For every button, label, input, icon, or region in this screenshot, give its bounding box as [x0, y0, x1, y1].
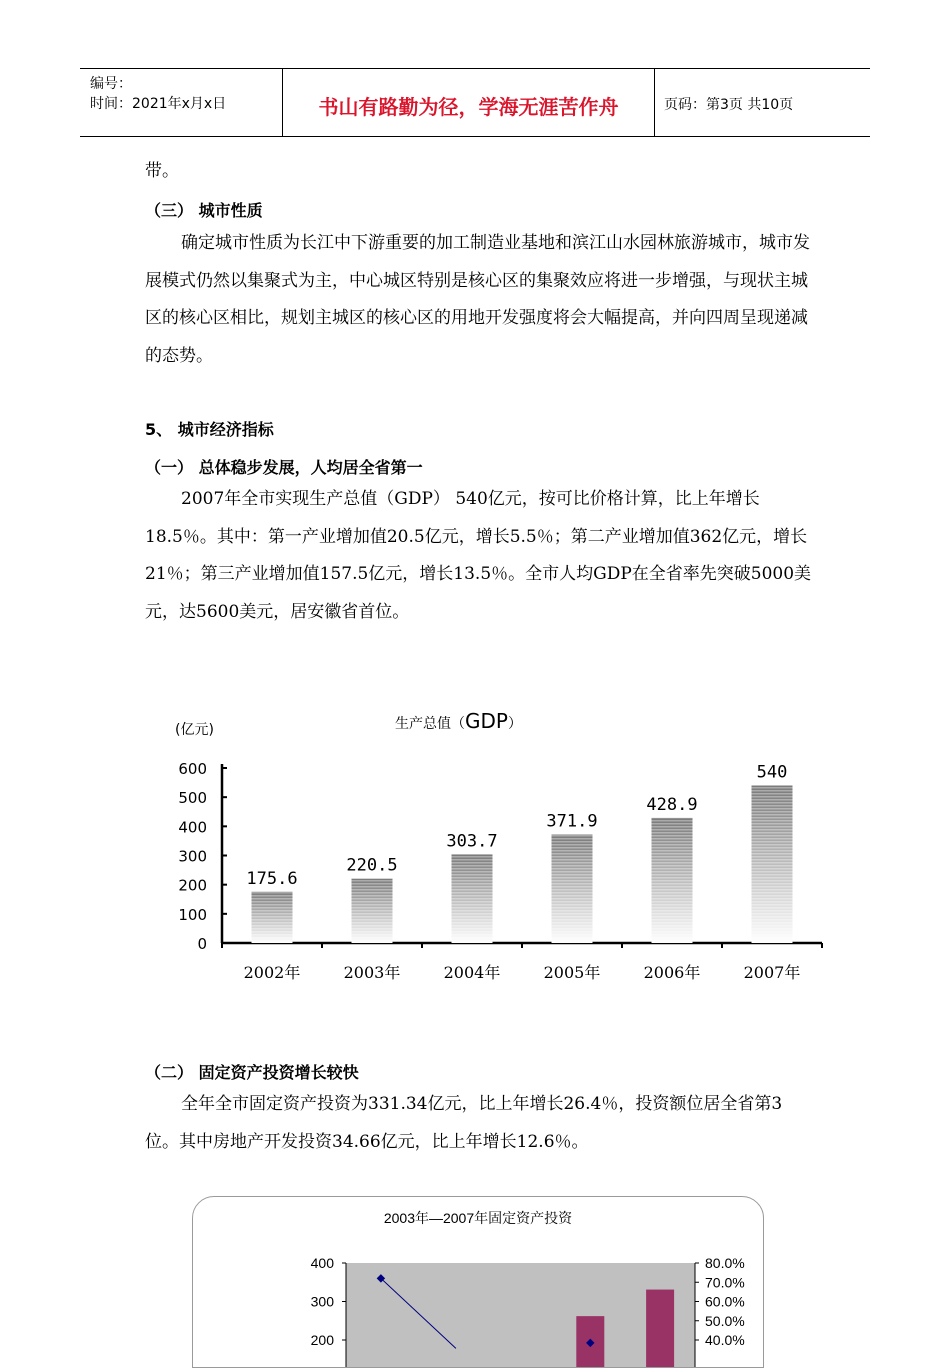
y-tick-label: 500: [178, 789, 207, 808]
y-tick-label-right: 50.0%: [705, 1312, 745, 1329]
subsection-heading: （一） 总体稳步发展，人均居全省第一: [145, 458, 423, 477]
y-tick-label-right: 60.0%: [705, 1293, 745, 1310]
y-tick-label-right: 40.0%: [705, 1332, 745, 1348]
bar-texture: [452, 854, 493, 943]
y-tick-label-right: 70.0%: [705, 1274, 745, 1291]
data-label: 540: [756, 762, 788, 783]
chart-title: 2003年—2007年固定资产投资: [383, 1210, 573, 1226]
data-label: 303.7: [446, 831, 498, 852]
y-tick-label: 0: [197, 935, 207, 953]
document-header: [80, 68, 870, 137]
x-tick-label: 2002年: [243, 963, 301, 982]
date-label: 时间：2021年x月x日: [90, 96, 227, 112]
header-divider: [654, 69, 655, 136]
x-tick-label: 2004年: [443, 963, 501, 982]
y-tick-label: 400: [178, 818, 207, 837]
paragraph: 全年全市固定资产投资为331.34亿元，比上年增长26.4％，投资额位居全省第3位。其中房地产开发投资34.66亿元，比上年增长12.6％。: [145, 1094, 783, 1152]
bar-texture: [552, 835, 593, 943]
y-axis-label: (亿元): [175, 722, 214, 738]
bar: [646, 1290, 674, 1367]
header-motto: 书山有路勤为径，学海无涯苦作舟: [318, 95, 619, 119]
y-tick-label: 300: [178, 847, 207, 866]
y-tick-label: 200: [310, 1332, 334, 1348]
data-label: 428.9: [646, 794, 698, 815]
y-tick-label: 200: [178, 876, 207, 895]
serial-label: 编号：: [90, 76, 132, 92]
investment-chart: [192, 1196, 764, 1368]
x-tick-label: 2005年: [543, 963, 601, 982]
x-tick-label: 2003年: [343, 963, 401, 982]
bar-texture: [652, 818, 693, 943]
paragraph: 2007年全市实现生产总值（GDP） 540亿元，按可比价格计算，比上年增长18.5％。其中：第一产业增加值20.5亿元，增长5.5％；第二产业增加值362亿元，增长21％；第三产业增加值157.5亿元，增长13.5％。全市人均GDP在全省率先突破5000美元，达5600美元，居安徽省首位。: [145, 489, 812, 622]
section-heading: 5、 城市经济指标: [145, 420, 274, 439]
chart-title: 生产总值（GDP）: [395, 709, 522, 733]
plot-area: [346, 1263, 695, 1367]
y-tick-label: 300: [310, 1293, 334, 1310]
carry-over-text: 带。: [145, 161, 179, 181]
bar-texture: [752, 786, 793, 944]
y-tick-label: 600: [178, 760, 207, 778]
investment-chart-svg: [193, 1197, 763, 1367]
header-meta: [90, 74, 226, 114]
bar-texture: [352, 879, 393, 943]
bar-texture: [252, 892, 293, 943]
y-tick-label-right: 80.0%: [705, 1255, 745, 1271]
x-tick-label: 2007年: [743, 963, 801, 982]
y-tick-label: 100: [178, 905, 207, 924]
gdp-chart: [165, 700, 845, 1000]
section-heading: （三） 城市性质: [145, 201, 263, 220]
data-label: 371.9: [546, 811, 598, 832]
data-label: 175.6: [246, 868, 298, 889]
page-info: 页码：第3页 共10页: [664, 97, 794, 113]
subsection-heading: （二） 固定资产投资增长较快: [145, 1063, 359, 1082]
paragraph: 确定城市性质为长江中下游重要的加工制造业基地和滨江山水园林旅游城市，城市发展模式仍然以集聚式为主，中心城区特别是核心区的集聚效应将进一步增强，与现状主城区的核心区相比，规划主城区的核心区的用地开发强度将会大幅提高，并向四周呈现递减的态势。: [145, 233, 810, 366]
y-tick-label: 400: [310, 1255, 334, 1271]
x-tick-label: 2006年: [643, 963, 701, 982]
data-label: 220.5: [346, 855, 398, 876]
